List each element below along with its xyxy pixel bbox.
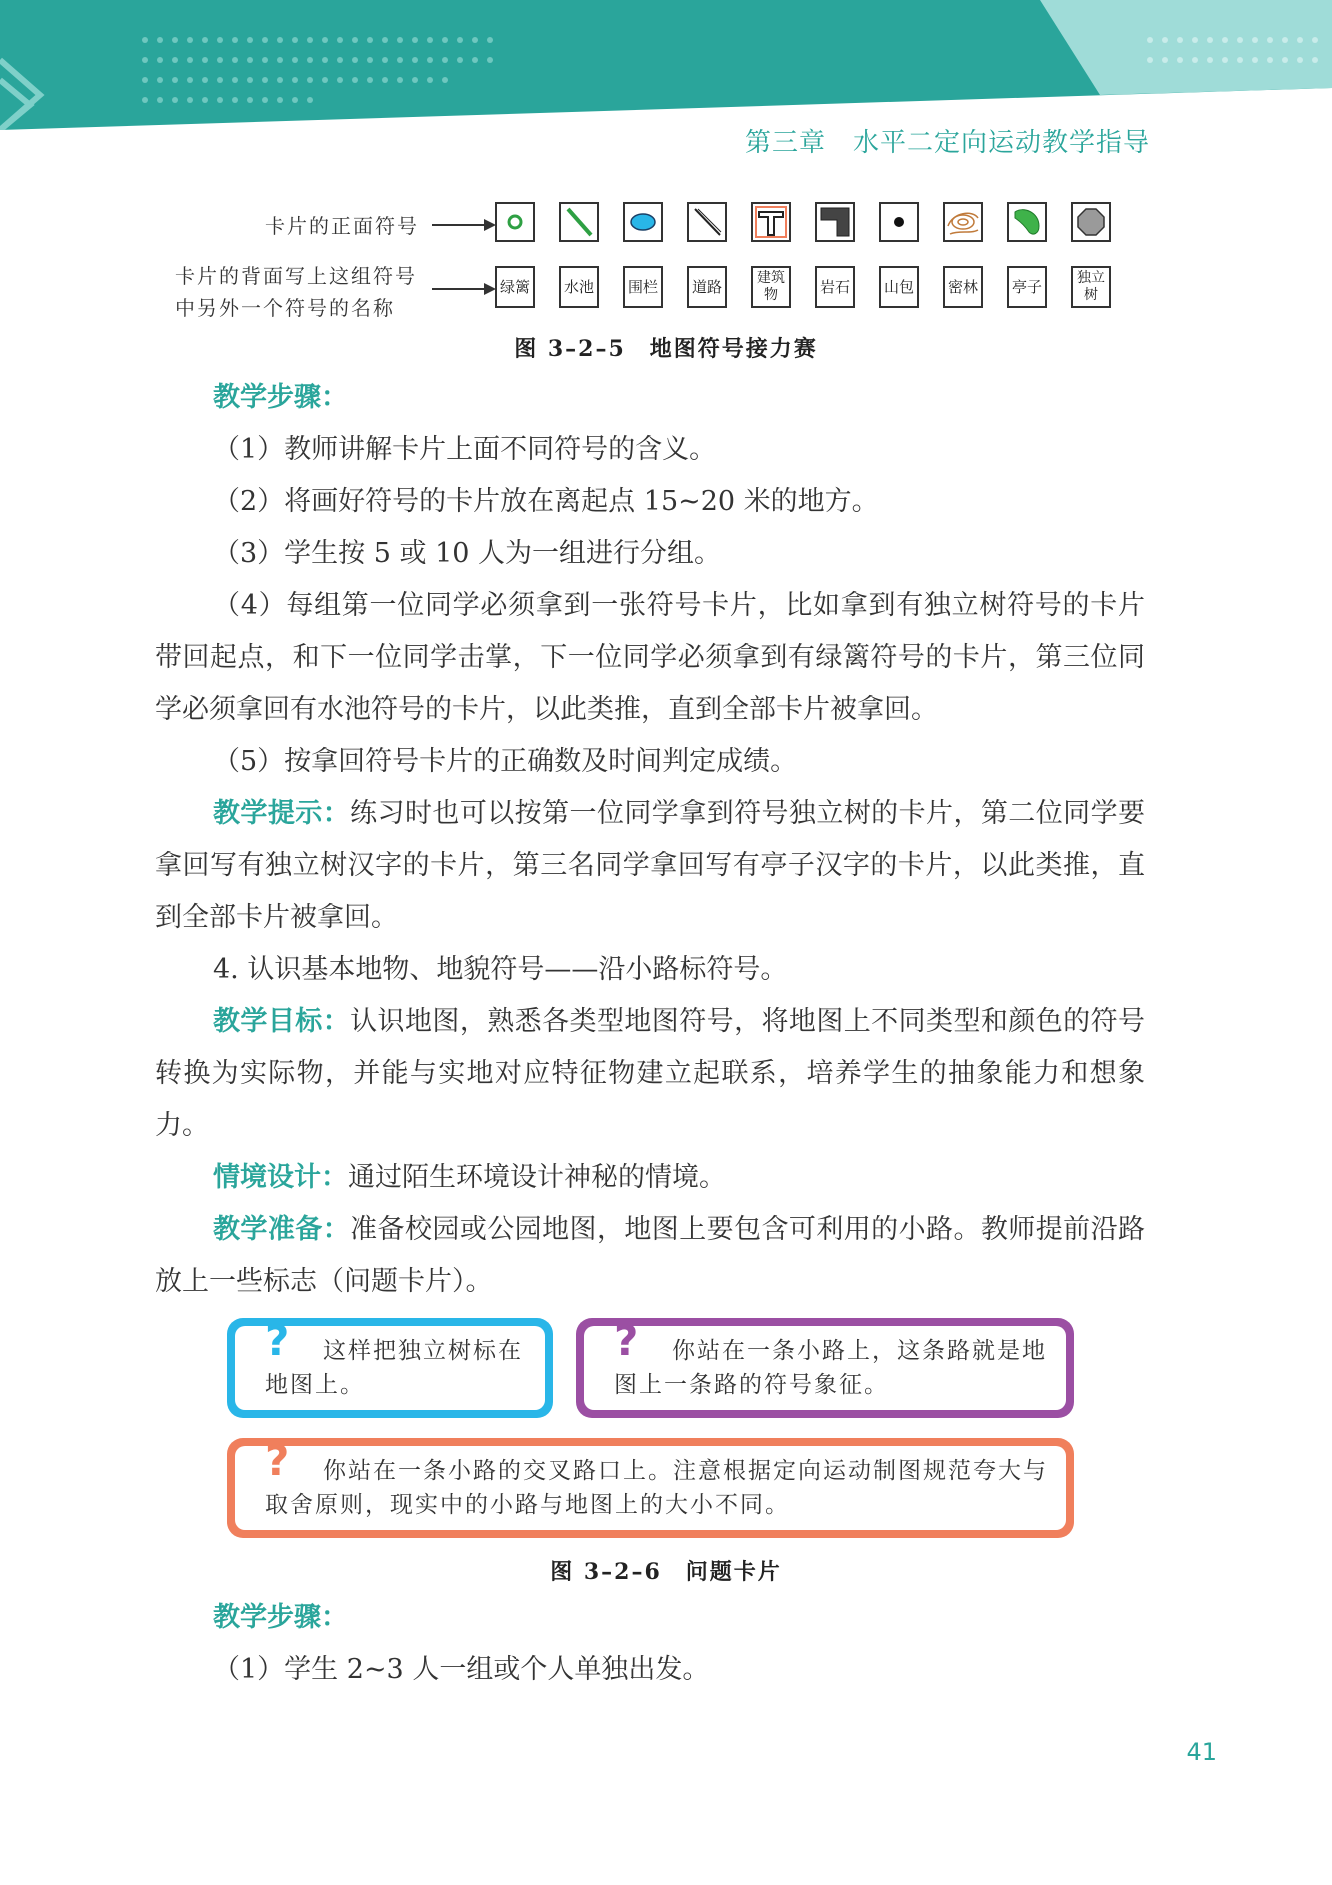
prep-heading: 教学准备： bbox=[213, 1214, 351, 1245]
question-card-2 bbox=[576, 1318, 1074, 1418]
goal-heading: 教学目标： bbox=[213, 1006, 351, 1037]
name-card-5: 岩石 bbox=[815, 266, 855, 308]
front-symbol-label: 卡片的正面符号 bbox=[265, 214, 419, 238]
name-card-3: 道路 bbox=[687, 266, 727, 308]
prep-text: 准备校园或公园地图，地图上要包含可利用的小路。教师提前沿路放上一些标志（问题卡片）。 bbox=[155, 1214, 1146, 1297]
tip-text: 练习时也可以按第一位同学拿到符号独立树的卡片，第二位同学要拿回写有独立树汉字的卡片，第三名同学拿回写有亭子汉字的卡片，以此类推，直到全部卡片被拿回。 bbox=[155, 798, 1146, 933]
octagon-symbol-icon bbox=[1071, 202, 1111, 242]
scene-design bbox=[155, 1152, 1145, 1204]
step-5: （5）按拿回符号卡片的正确数及时间判定成绩。 bbox=[213, 746, 798, 777]
question-mark-icon: ? bbox=[265, 1436, 292, 1485]
step-4: （4）每组第一位同学必须拿到一张符号卡片，比如拿到有独立树符号的卡片带回起点，和下一位同学击掌，下一位同学必须拿到有绿篱符号的卡片，第三位同学必须拿回有水池符号的卡片，以此类推，直到全部卡片被拿回。 bbox=[155, 590, 1145, 725]
goal-text: 认识地图，熟悉各类型地图符号，将地图上不同类型和颜色的符号转换为实际物，并能与实地对应特征物建立起联系，培养学生的抽象能力和想象力。 bbox=[155, 1006, 1146, 1141]
teaching-tip bbox=[155, 788, 1145, 944]
contour-symbol-icon bbox=[943, 202, 983, 242]
rock-symbol-icon bbox=[815, 202, 855, 242]
name-card-4: 建筑物 bbox=[751, 266, 791, 308]
dot-symbol-icon bbox=[879, 202, 919, 242]
back-label-line2: 中另外一个符号的名称 bbox=[175, 296, 395, 320]
teaching-prep bbox=[155, 1204, 1145, 1308]
question-card-3 bbox=[227, 1438, 1074, 1538]
question-card-1 bbox=[227, 1318, 553, 1418]
chapter-title: 第三章 水平二定向运动教学指导 bbox=[744, 128, 1150, 158]
blue-oval-symbol-icon bbox=[623, 202, 663, 242]
step-1: （1）教师讲解卡片上面不同符号的含义。 bbox=[213, 434, 717, 465]
slash-line-symbol-icon bbox=[687, 202, 727, 242]
green-leaf-symbol-icon bbox=[1007, 202, 1047, 242]
page-number: 41 bbox=[1186, 1738, 1217, 1766]
name-card-6: 山包 bbox=[879, 266, 919, 308]
step-3: （3）学生按 5 或 10 人为一组进行分组。 bbox=[213, 538, 722, 569]
scene-text: 通过陌生环境设计神秘的情境。 bbox=[348, 1162, 726, 1193]
card-3-text: 你站在一条小路的交叉路口上。注意根据定向运动制图规范夸大与取舍原则，现实中的小路与地图上的大小不同。 bbox=[265, 1458, 1048, 1518]
back-arrow bbox=[432, 288, 494, 290]
name-card-8: 亭子 bbox=[1007, 266, 1047, 308]
question-mark-icon: ? bbox=[265, 1316, 292, 1365]
step-1b: （1）学生 2~3 人一组或个人单独出发。 bbox=[213, 1654, 710, 1685]
building-symbol-icon bbox=[751, 202, 791, 242]
question-mark-icon: ? bbox=[614, 1316, 641, 1365]
step-2: （2）将画好符号的卡片放在离起点 15~20 米的地方。 bbox=[213, 486, 879, 517]
figure-caption-1: 图 3–2–5 地图符号接力赛 bbox=[514, 336, 818, 362]
scene-heading: 情境设计： bbox=[213, 1162, 348, 1193]
ring-symbol-icon bbox=[495, 202, 535, 242]
steps-heading-2: 教学步骤： bbox=[213, 1602, 348, 1633]
front-arrow bbox=[432, 224, 494, 226]
card-2-text: 你站在一条小路上，这条路就是地图上一条路的符号象征。 bbox=[614, 1338, 1047, 1398]
back-label-line1: 卡片的背面写上这组符号 bbox=[175, 264, 417, 288]
tip-heading: 教学提示： bbox=[213, 798, 351, 829]
card-1-text: 这样把独立树标在地图上。 bbox=[265, 1338, 523, 1398]
header-band bbox=[0, 0, 1332, 130]
steps-heading-1: 教学步骤： bbox=[213, 382, 348, 413]
name-card-7: 密林 bbox=[943, 266, 983, 308]
green-line-symbol-icon bbox=[559, 202, 599, 242]
teaching-goal bbox=[155, 996, 1145, 1152]
name-card-0: 绿篱 bbox=[495, 266, 535, 308]
name-card-1: 水池 bbox=[559, 266, 599, 308]
figure-caption-2: 图 3–2–6 问题卡片 bbox=[550, 1559, 782, 1585]
name-card-9: 独立树 bbox=[1071, 266, 1111, 308]
name-card-2: 围栏 bbox=[623, 266, 663, 308]
item-title: 4. 认识基本地物、地貌符号——沿小路标符号。 bbox=[213, 954, 788, 985]
